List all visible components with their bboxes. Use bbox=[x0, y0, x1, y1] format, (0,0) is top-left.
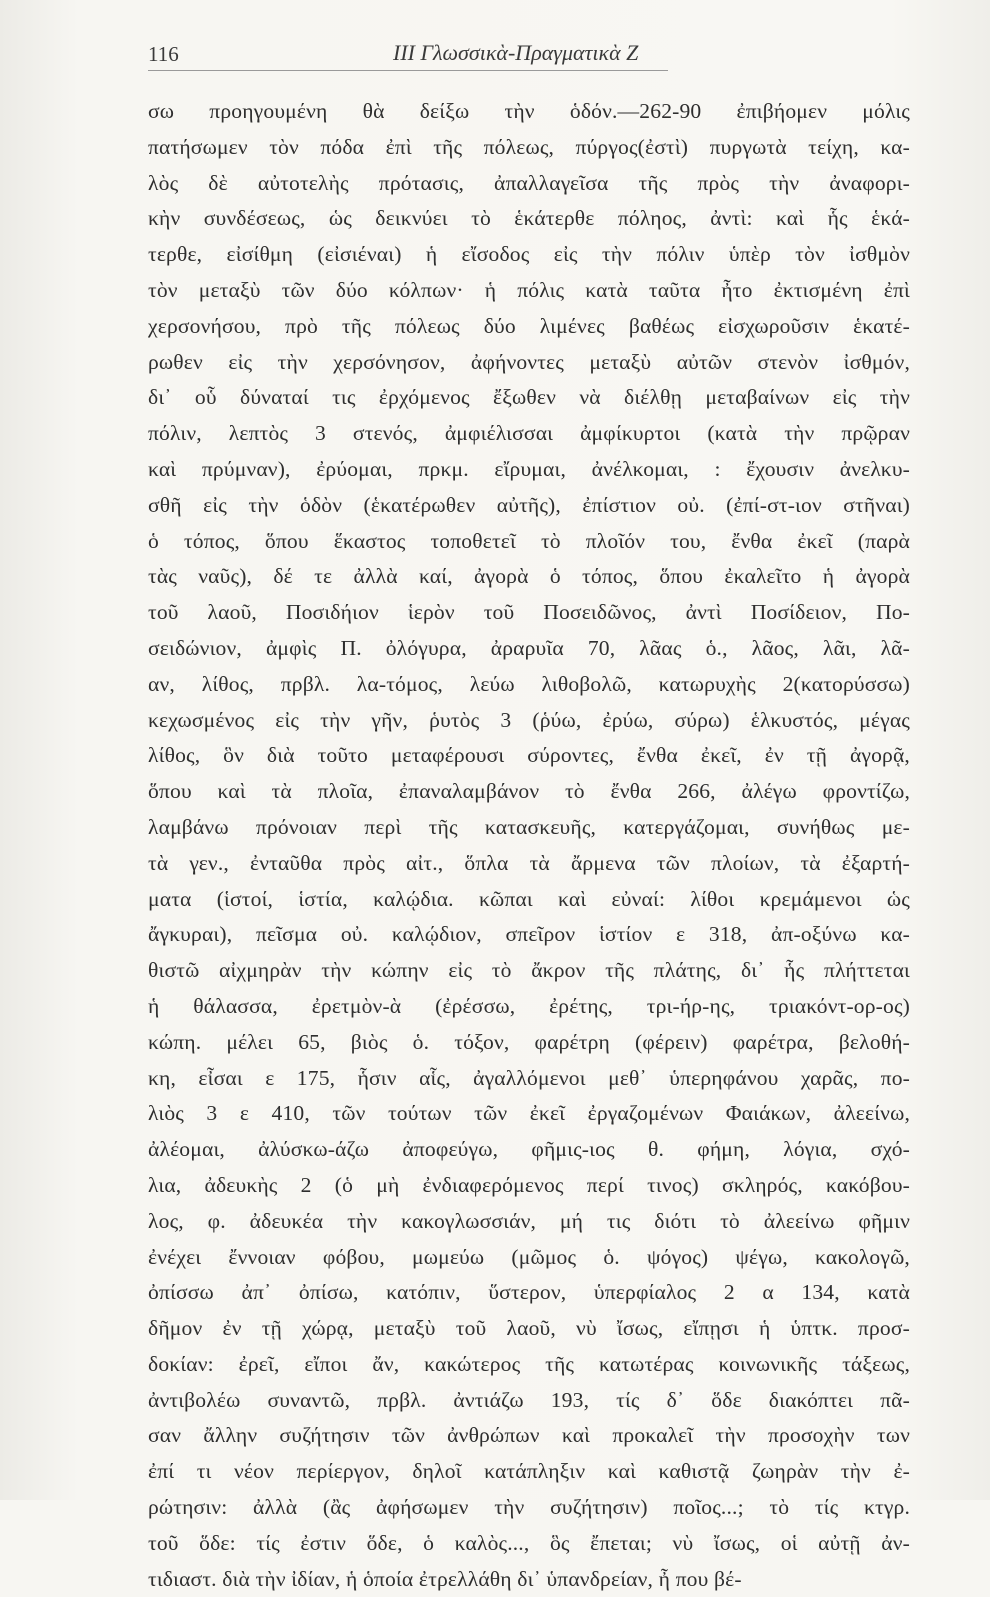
text-line: καὶ πρύμναν), ἐρύομαι, πρκμ. εἴρυμαι, ἀνέλκομαι, : ἔχουσιν ἀνελκυ- bbox=[148, 456, 910, 481]
text-line: λια, ἀδευκὴς 2 (ὁ μὴ ἐνδιαφερόμενος περί τινος) σκληρός, κακόβου- bbox=[148, 1172, 910, 1197]
text-line: πατήσωμεν τὸν πόδα ἐπὶ τῆς πόλεως, πύργος(ἐστὶ) πυργωτὰ τείχη, κα- bbox=[148, 134, 910, 159]
text-line: τερθε, εἰσίθμη (εἰσιέναι) ἡ εἴσοδος εἰς τὴν πόλιν ὑπὲρ τὸν ἰσθμὸν bbox=[148, 242, 910, 267]
text-line: δοκίαν: ἐρεῖ, εἴποι ἄν, κακώτερος τῆς κατωτέρας κοινωνικῆς τάξεως, bbox=[148, 1351, 910, 1376]
text-line: τὰ γεν., ἐνταῦθα πρὸς αἰτ., ὅπλα τὰ ἄρμενα τῶν πλοίων, τὰ ἐξαρτή- bbox=[148, 850, 910, 875]
text-line: λαμβάνω πρόνοιαν περὶ τῆς κατασκευῆς, κατεργάζομαι, συνήθως με- bbox=[148, 814, 910, 839]
text-line: τὰς ναῦς), δέ τε ἀλλὰ καί, ἀγορὰ ὁ τόπος, ὅπου ἐκαλεῖτο ἡ ἀγορὰ bbox=[148, 564, 910, 589]
text-line: κώπη. μέλει 65, βιὸς ὁ. τόξον, φαρέτρη (φέρειν) φαρέτρα, βελοθή- bbox=[148, 1029, 910, 1054]
text-line: τοῦ ὅδε: τίς ἐστιν ὅδε, ὁ καλὸς..., ὃς ἔπεται; νὺ ἴσως, οἱ αὐτῇ ἀν- bbox=[148, 1530, 910, 1555]
text-line: ἀντιβολέω συναντῶ, πρβλ. ἀντιάζω 193, τίς δ᾿ ὅδε διακόπτει πᾶ- bbox=[148, 1387, 910, 1412]
text-line: κεχωσμένος εἰς τὴν γῆν, ῥυτὸς 3 (ῥύω, ἐρύω, σύρω) ἑλκυστός, μέγας bbox=[148, 707, 910, 732]
text-line: σειδώνιον, ἀμφὶς Π. ὀλόγυρα, ἀραρυῖα 70, λᾶας ὁ., λᾶος, λᾶι, λᾶ- bbox=[148, 635, 910, 660]
text-line: ἡ θάλασσα, ἐρετμὸν-ὰ (ἐρέσσω, ἐρέτης, τρι-ήρ-ης, τριακόντ-ορ-ος) bbox=[148, 993, 910, 1018]
text-line: ὅπου καὶ τὰ πλοῖα, ἐπαναλαμβάνον τὸ ἔνθα 266, ἀλέγω φροντίζω, bbox=[148, 779, 910, 804]
text-line: λίθος, ὃν διὰ τοῦτο μεταφέρουσι σύροντες, ἔνθα ἐκεῖ, ἐν τῇ ἀγορᾷ, bbox=[148, 743, 910, 768]
text-line: τιδιαστ. διὰ τὴν ἰδίαν, ἡ ὁποία ἐτρελλάθη δι᾿ ὑπανδρείαν, ἦ που βέ- bbox=[148, 1566, 742, 1591]
text-line: κη, εἶσαι ε 175, ἧσιν αἷς, ἀγαλλόμενοι μεθ᾿ ὑπερηφάνου χαρᾶς, πο- bbox=[148, 1065, 910, 1090]
text-line: δῆμον ἐν τῇ χώρᾳ, μεταξὺ τοῦ λαοῦ, νὺ ἴσως, εἴπῃσι ἡ ὑπτκ. προσ- bbox=[148, 1316, 910, 1341]
text-line: τὸν μεταξὺ τῶν δύο κόλπων· ἡ πόλις κατὰ ταῦτα ἦτο ἐκτισμένη ἐπὶ bbox=[148, 277, 910, 302]
text-line: σω προηγουμένη θὰ δείξω τὴν ὁδόν.—262-90 ἐπιβήομεν μόλις bbox=[148, 99, 910, 123]
text-line: ἐπί τι νέον περίεργον, δηλοῖ κατάπληξιν καὶ καθιστᾷ ζωηρὰν τὴν ἐ- bbox=[148, 1459, 910, 1484]
text-line: χερσονήσου, πρὸ τῆς πόλεως δύο λιμένες βαθέως εἰσχωροῦσιν ἑκατέ- bbox=[148, 313, 910, 338]
text-line: σαν ἄλλην συζήτησιν τῶν ἀνθρώπων καὶ προκαλεῖ τὴν προσοχὴν των bbox=[148, 1423, 910, 1448]
text-line: ρωθεν εἰς τὴν χερσόνησον, ἀφήνοντες μεταξὺ αὐτῶν στενὸν ἰσθμόν, bbox=[148, 349, 910, 374]
text-line: ἐνέχει ἔννοιαν φόβου, μωμεύω (μῶμος ὁ. ψόγος) ψέγω, κακολογῶ, bbox=[148, 1244, 910, 1269]
text-line: ἄγκυραι), πεῖσμα οὐ. καλῴδιον, σπεῖρον ἱστίον ε 318, ἀπ-οξύνω κα- bbox=[148, 922, 910, 947]
text-line: τοῦ λαοῦ, Ποσιδήιον ἱερὸν τοῦ Ποσειδῶνος, ἀντὶ Ποσίδειον, Πο- bbox=[148, 600, 910, 625]
page-header bbox=[148, 38, 848, 72]
text-line: δι᾿ οὗ δύναταί τις ἐρχόμενος ἔξωθεν νὰ διέλθῃ μεταβαίνων εἰς τὴν bbox=[148, 385, 910, 410]
text-line: ἀλέομαι, ἀλύσκω-άζω ἀποφεύγω, φῆμις-ιος θ. φήμη, λόγια, σχό- bbox=[148, 1137, 910, 1162]
text-line: κὴν συνδέσεως, ὡς δεικνύει τὸ ἑκάτερθε πόληος, ἀντὶ: καὶ ἧς ἑκά- bbox=[148, 206, 910, 231]
commentary-text bbox=[148, 94, 910, 1597]
text-line: πόλιν, λεπτὸς 3 στενός, ἀμφιέλισσαι ἀμφίκυρτοι (κατὰ τὴν πρῷραν bbox=[148, 421, 910, 446]
text-line: ρώτησιν: ἀλλὰ (ἂς ἀφήσωμεν τὴν συζήτησιν) ποῖος...; τὸ τίς κτγρ. bbox=[148, 1495, 910, 1520]
text-line: λὸς δὲ αὐτοτελὴς πρότασις, ἀπαλλαγεῖσα τῆς πρὸς τὴν ἀναφορι- bbox=[148, 170, 910, 195]
running-head: ΙΙΙ Γλωσσικὰ-Πραγματικὰ Ζ bbox=[393, 40, 639, 65]
text-line: ὁ τόπος, ὅπου ἕκαστος τοποθετεῖ τὸ πλοῖόν του, ἔνθα ἐκεῖ (παρὰ bbox=[148, 528, 910, 553]
text-line: λιὸς 3 ε 410, τῶν τούτων τῶν ἐκεῖ ἐργαζομένων Φαιάκων, ἀλεείνω, bbox=[148, 1101, 910, 1126]
text-line: σθῆ εἰς τὴν ὁδὸν (ἑκατέρωθεν αὐτῆς), ἐπίστιον οὐ. (ἐπί-στ-ιον στῆναι) bbox=[148, 492, 910, 517]
text-line: θιστῶ αἰχμηρὰν τὴν κώπην εἰς τὸ ἄκρον τῆς πλάτης, δι᾿ ἧς πλήττεται bbox=[148, 958, 910, 983]
text-line: λος, φ. ἀδευκέα τὴν κακογλωσσιάν, μή τις διότι τὸ ἀλεείνω φῆμιν bbox=[148, 1208, 910, 1233]
page-number: 116 bbox=[148, 42, 179, 66]
header-rule bbox=[148, 70, 668, 71]
text-line: ὀπίσσω ἀπ᾿ ὀπίσω, κατόπιν, ὕστερον, ὑπερφίαλος 2 α 134, κατὰ bbox=[148, 1280, 910, 1305]
text-line: αν, λίθος, πρβλ. λα-τόμος, λεύω λιθοβολῶ, κατωρυχὴς 2(κατορύσσω) bbox=[148, 671, 910, 696]
text-line: ματα (ἱστοί, ἱστία, καλῴδια. κῶπαι καὶ εὐναί: λίθοι κρεμάμενοι ὡς bbox=[148, 886, 910, 911]
